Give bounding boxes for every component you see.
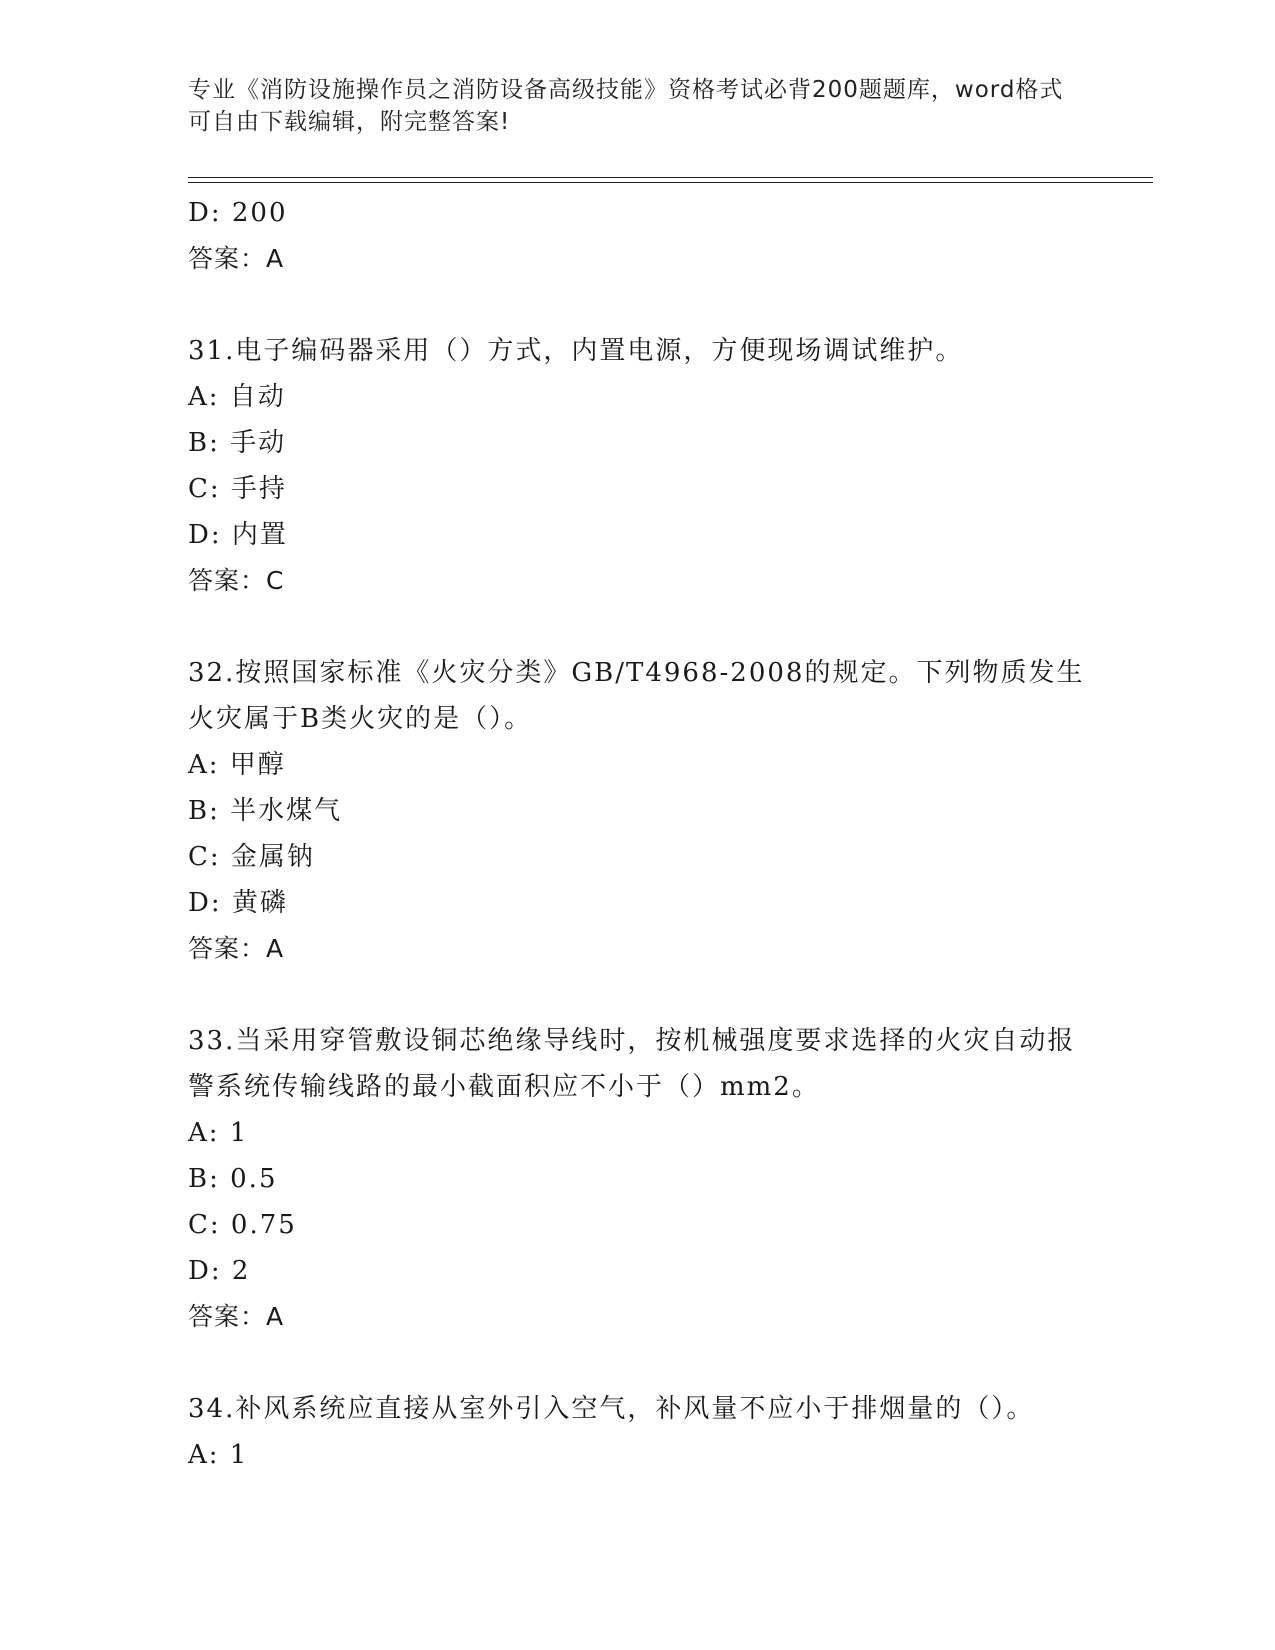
- spacer: [188, 604, 1088, 650]
- spacer: [188, 282, 1088, 328]
- spacer: [188, 972, 1088, 1018]
- option-a: A: 1: [188, 1118, 249, 1148]
- header-divider-top: [188, 177, 1153, 178]
- document-header: 专业《消防设施操作员之消防设备高级技能》资格考试必背200题题库，word格式可自由下载编辑，附完整答案!: [188, 77, 1064, 135]
- option-d: D: 黄磷: [188, 888, 288, 918]
- option-a: A: 甲醇: [188, 750, 286, 780]
- option-b: B: 半水煤气: [188, 796, 343, 826]
- answer-line: 答案：A: [188, 934, 285, 963]
- option-c: C: 手持: [188, 474, 287, 504]
- option-a: A: 1: [188, 1440, 249, 1470]
- answer-line: 答案：A: [188, 244, 285, 273]
- question-34: [188, 1386, 1088, 1478]
- option-a: A: 自动: [188, 382, 286, 412]
- question-text: 32.按照国家标准《火灾分类》GB/T4968-2008的规定。下列物质发生火灾属于B类火灾的是（）。: [188, 658, 1085, 734]
- question-31: [188, 328, 1088, 604]
- question-32: [188, 650, 1088, 972]
- option-b: B: 0.5: [188, 1164, 278, 1194]
- option-c: C: 金属钠: [188, 842, 315, 872]
- answer-line: 答案：A: [188, 1302, 285, 1331]
- option-c: C: 0.75: [188, 1210, 297, 1240]
- question-text: 31.电子编码器采用（）方式，内置电源，方便现场调试维护。: [188, 336, 964, 366]
- question-33: [188, 1018, 1088, 1340]
- option-d: D: 2: [188, 1256, 251, 1286]
- option-b: B: 手动: [188, 428, 287, 458]
- header-divider-bottom: [188, 182, 1153, 183]
- answer-line: 答案：C: [188, 566, 285, 595]
- document-body: [188, 190, 1088, 1478]
- option-d: D: 200: [188, 198, 288, 228]
- question-text: 33.当采用穿管敷设铜芯绝缘导线时，按机械强度要求选择的火灾自动报警系统传输线路的最小截面积应不小于（）mm2。: [188, 1026, 1076, 1102]
- option-d: D: 内置: [188, 520, 288, 550]
- spacer: [188, 1340, 1088, 1386]
- question-text: 34.补风系统应直接从室外引入空气，补风量不应小于排烟量的（）。: [188, 1394, 1035, 1424]
